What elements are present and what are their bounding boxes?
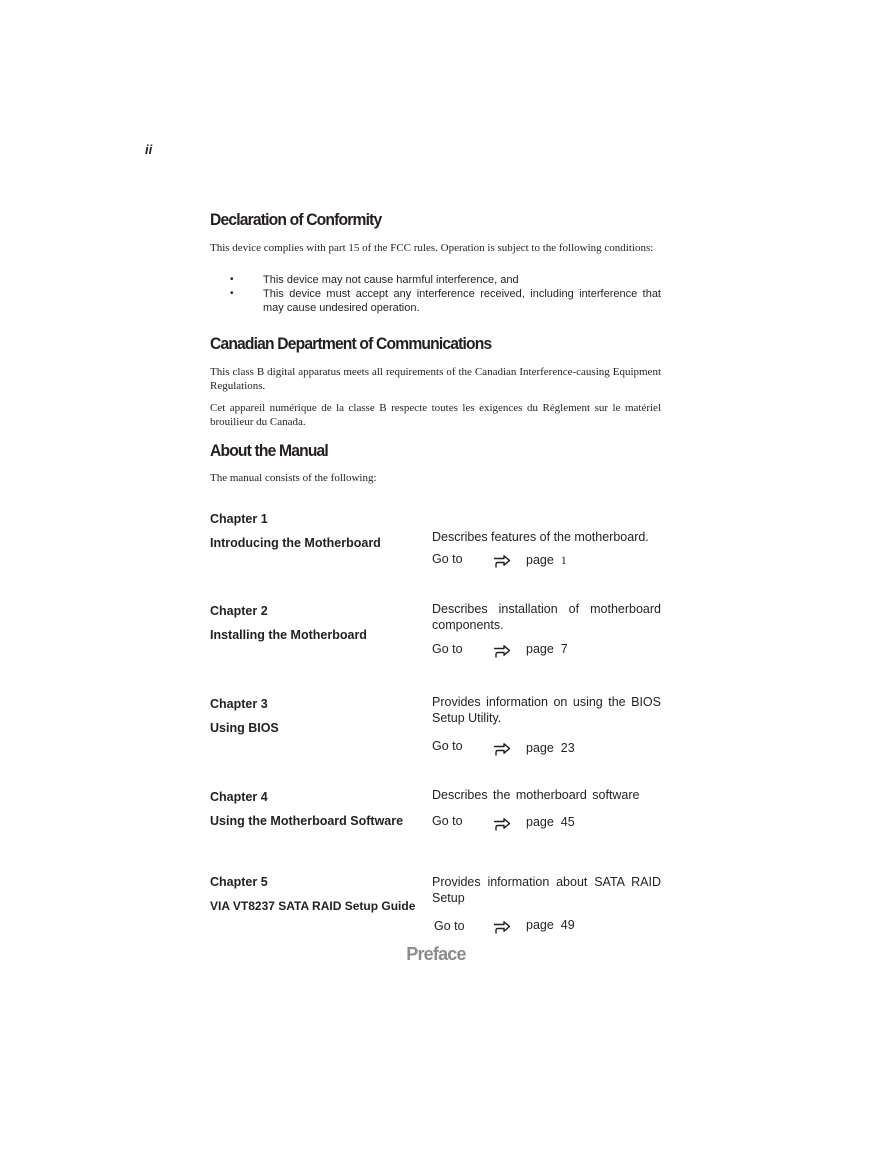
canadian-english-text: This class B digital apparatus meets all requirements of the Canadian Interference-causing Equipment Regulations.: [210, 366, 661, 392]
chapter-1-arrow-icon[interactable]: [493, 555, 511, 569]
conformity-bullet-1: This device may not cause harmful interference, and: [263, 274, 519, 286]
chapter-2-description: Describes installation of motherboard components.: [432, 602, 661, 632]
bullet-symbol: •: [230, 274, 234, 285]
chapter-2-arrow-icon[interactable]: [493, 645, 511, 659]
chapter-4-description: Describes the motherboard software: [432, 788, 640, 802]
chapter-5-page-link[interactable]: [526, 918, 575, 932]
canadian-heading: Canadian Department of Communications: [210, 334, 492, 353]
chapter-1-page-number: 1: [560, 553, 567, 567]
chapter-5-number: Chapter 5: [210, 875, 268, 889]
chapter-2-page-number: 7: [560, 642, 568, 656]
chapter-4-name: Using the Motherboard Software: [210, 814, 404, 828]
chapter-1-number: Chapter 1: [210, 512, 268, 526]
chapter-3-name: Using BIOS: [210, 721, 279, 735]
manual-intro: The manual consists of the following:: [210, 472, 377, 484]
page-label: page: [526, 815, 554, 829]
chapter-1-description: Describes features of the motherboard.: [432, 530, 649, 544]
chapter-1-page-link[interactable]: [526, 553, 567, 568]
conformity-heading: Declaration of Conformity: [210, 210, 382, 229]
chapter-1-goto-label: Go to: [432, 552, 463, 566]
page-label: page: [526, 642, 554, 656]
chapter-5-page-number: 49: [560, 918, 575, 932]
page-label: page: [526, 553, 554, 567]
conformity-intro: This device complies with part 15 of the FCC rules. Operation is subject to the following conditions:: [210, 242, 654, 254]
chapter-3-goto-label: Go to: [432, 739, 463, 753]
chapter-4-goto-label: Go to: [432, 814, 463, 828]
footer-section-label: Preface: [406, 944, 466, 964]
chapter-5-goto-label: Go to: [434, 919, 465, 933]
chapter-1-name: Introducing the Motherboard: [210, 536, 381, 550]
chapter-3-page-link[interactable]: [526, 741, 575, 755]
chapter-4-arrow-icon[interactable]: [493, 818, 511, 832]
conformity-bullet-2: This device must accept any interference received, including interference that may cause undesired operation.: [263, 288, 661, 314]
chapter-3-number: Chapter 3: [210, 697, 268, 711]
chapter-5-description: Provides information about SATA RAID Setup: [432, 875, 661, 905]
chapter-3-arrow-icon[interactable]: [493, 743, 511, 757]
chapter-5-arrow-icon[interactable]: [493, 921, 511, 935]
manual-heading: About the Manual: [210, 441, 328, 460]
chapter-4-page-number: 45: [560, 815, 575, 829]
chapter-2-goto-label: Go to: [432, 642, 463, 656]
chapter-2-name: Installing the Motherboard: [210, 628, 367, 642]
bullet-symbol: •: [230, 288, 234, 299]
chapter-3-description: Provides information on using the BIOS Setup Utility.: [432, 695, 661, 725]
chapter-5-name: VIA VT8237 SATA RAID Setup Guide: [210, 899, 416, 913]
chapter-2-number: Chapter 2: [210, 604, 268, 618]
page-label: page: [526, 918, 554, 932]
page-label: page: [526, 741, 554, 755]
chapter-4-page-link[interactable]: [526, 815, 575, 829]
page-number: ii: [145, 142, 153, 157]
chapter-4-number: Chapter 4: [210, 790, 268, 804]
chapter-3-page-number: 23: [560, 741, 575, 755]
chapter-2-page-link[interactable]: [526, 642, 568, 656]
canadian-french-text: Cet appareil numérique de la classe B respecte toutes les exigences du Réglement sur le matériel brouilieur du Canada.: [210, 402, 661, 428]
